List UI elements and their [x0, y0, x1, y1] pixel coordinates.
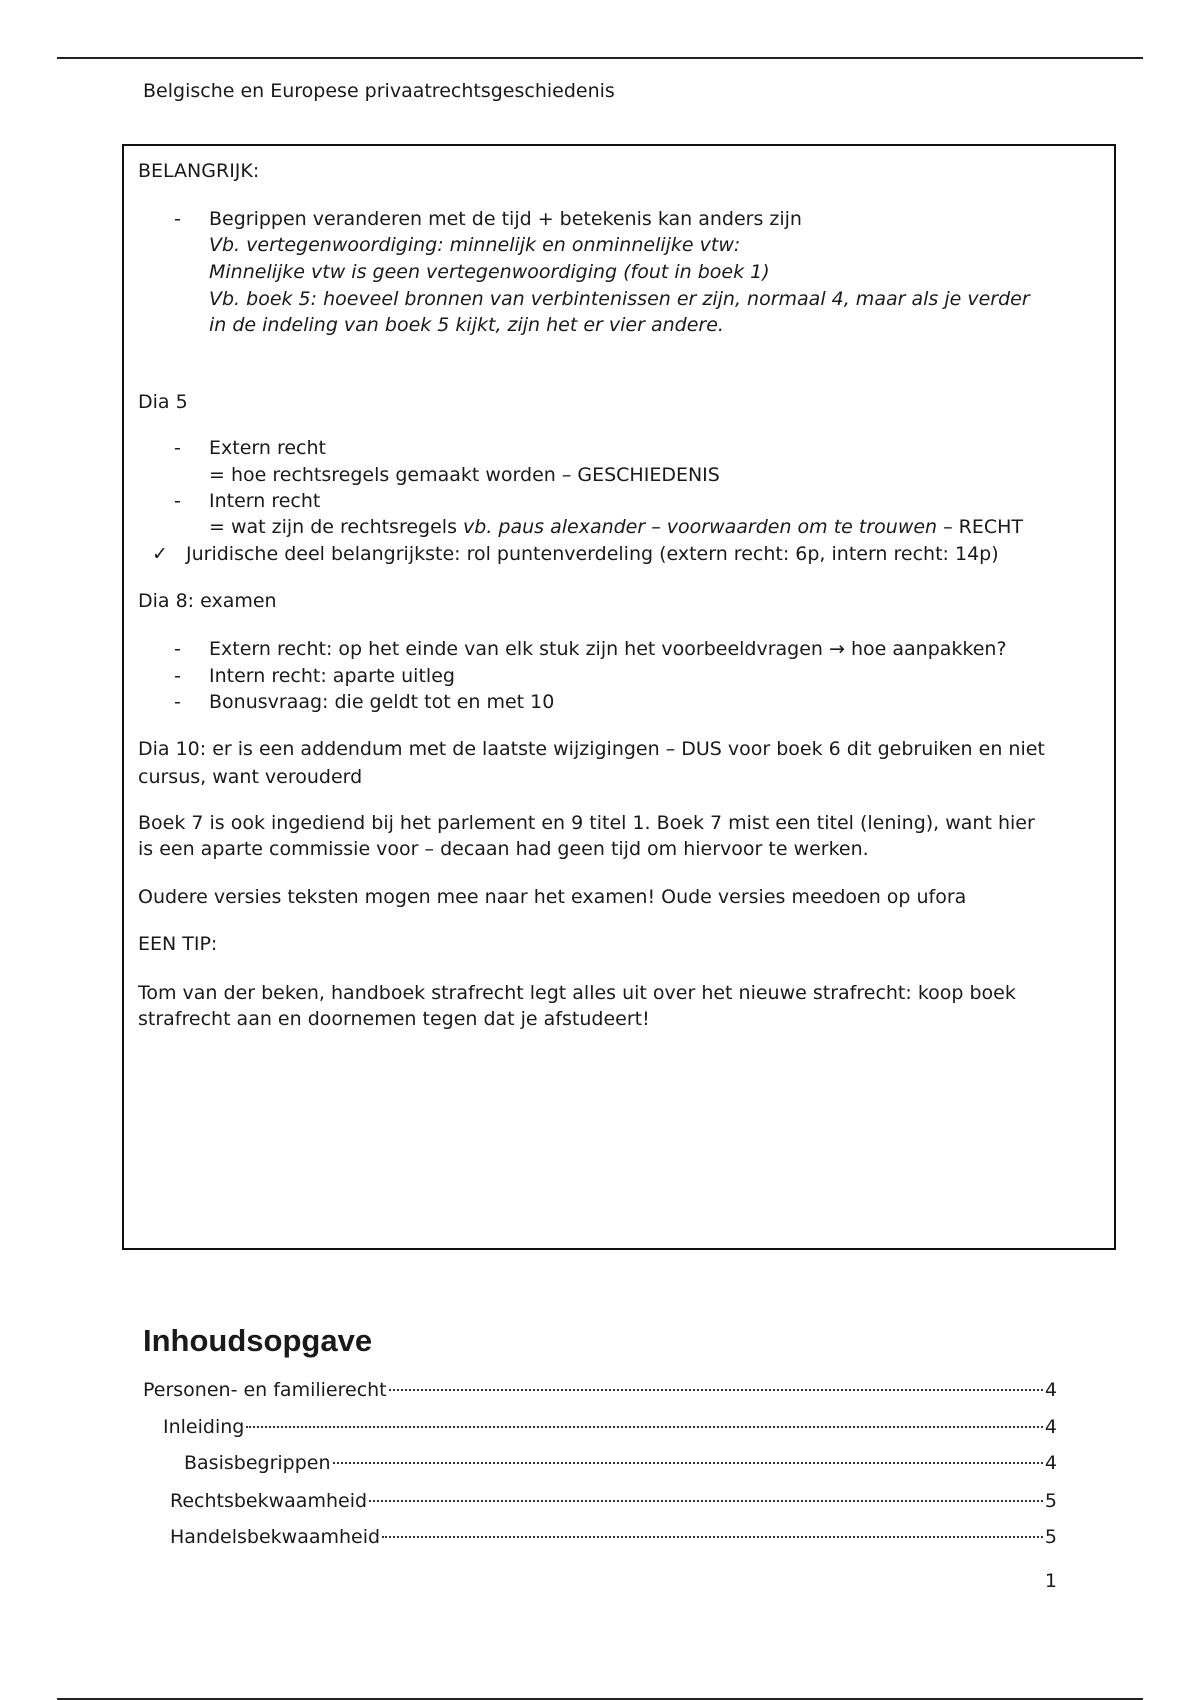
toc-entry-page: 4 — [1044, 1416, 1057, 1438]
toc-leader-dots — [246, 1426, 1043, 1428]
toc-entry[interactable] — [163, 1414, 1057, 1440]
dia8-point: Bonusvraag: die geldt tot en met 10 — [209, 691, 555, 713]
example-line: Vb. boek 5: hoeveel bronnen van verbintenissen er zijn, normaal 4, maar als je verder — [209, 288, 1030, 310]
toc-leader-dots — [333, 1462, 1043, 1464]
example-line: in de indeling van boek 5 kijkt, zijn het er vier andere. — [209, 314, 724, 336]
dia10-paragraph: cursus, want verouderd — [138, 766, 363, 788]
toc-entry-page: 4 — [1044, 1379, 1057, 1401]
toc-leader-dots — [369, 1500, 1043, 1502]
bullet-dash: - — [174, 691, 181, 713]
toc-leader-dots — [389, 1389, 1043, 1391]
toc-entry-page: 4 — [1044, 1452, 1057, 1474]
juridisch-line: Juridische deel belangrijkste: rol puntenverdeling (extern recht: 6p, intern recht: 14p) — [186, 543, 999, 565]
heading-belangrijk: BELANGRIJK: — [138, 160, 260, 182]
toc-entry-label: Inleiding — [163, 1416, 245, 1438]
tip-paragraph: Tom van der beken, handboek strafrecht legt alles uit over het nieuwe strafrecht: koop boek — [138, 982, 1016, 1004]
header-rule — [57, 57, 1143, 59]
toc-entry-page: 5 — [1044, 1490, 1057, 1512]
boek7-paragraph: is een aparte commissie voor – decaan had geen tijd om hiervoor te werken. — [138, 838, 869, 860]
bullet-dash: - — [174, 490, 181, 512]
extern-recht-definition: = hoe rechtsregels gemaakt worden – GESCHIEDENIS — [209, 464, 720, 486]
bullet-dash: - — [174, 665, 181, 687]
heading-dia8: Dia 8: examen — [138, 590, 277, 612]
dia8-point: Intern recht: aparte uitleg — [209, 665, 455, 687]
boek7-paragraph: Boek 7 is ook ingediend bij het parlement en 9 titel 1. Boek 7 mist een titel (lening), want hier — [138, 812, 1035, 834]
toc-leader-dots — [382, 1536, 1043, 1538]
bullet-dash: - — [174, 208, 181, 230]
bullet-dash: - — [174, 437, 181, 459]
belangrijk-point: Begrippen veranderen met de tijd + betekenis kan anders zijn — [209, 208, 802, 230]
intern-recht-definition: = wat zijn de rechtsregels vb. paus alexander – voorwaarden om te trouwen – RECHT — [209, 516, 1024, 538]
toc-entry-label: Handelsbekwaamheid — [170, 1526, 381, 1548]
heading-dia5: Dia 5 — [138, 391, 188, 413]
toc-title: Inhoudsopgave — [143, 1323, 373, 1358]
check-icon: ✓ — [152, 543, 168, 565]
page-number: 1 — [1044, 1570, 1057, 1592]
toc-entry-label: Personen- en familierecht — [143, 1379, 387, 1401]
example-line: Vb. vertegenwoordiging: minnelijk en onminnelijke vtw: — [209, 234, 741, 256]
oudere-versies-paragraph: Oudere versies teksten mogen mee naar het examen! Oude versies meedoen op ufora — [138, 886, 967, 908]
toc-entry[interactable] — [170, 1524, 1057, 1550]
toc-entry[interactable] — [143, 1377, 1057, 1403]
notes-box — [122, 144, 1116, 1250]
document-header-title: Belgische en Europese privaatrechtsgeschiedenis — [143, 80, 615, 102]
toc-entry[interactable] — [184, 1450, 1057, 1476]
dia10-paragraph: Dia 10: er is een addendum met de laatste wijzigingen – DUS voor boek 6 dit gebruiken en niet — [138, 738, 1045, 760]
toc-entry-label: Rechtsbekwaamheid — [170, 1490, 368, 1512]
example-line: Minnelijke vtw is geen vertegenwoordiging (fout in boek 1) — [209, 261, 770, 283]
toc-entry-page: 5 — [1044, 1526, 1057, 1548]
intern-recht: Intern recht — [209, 490, 321, 512]
dia8-point: Extern recht: op het einde van elk stuk zijn het voorbeeldvragen → hoe aanpakken? — [209, 638, 1007, 660]
heading-tip: EEN TIP: — [138, 933, 218, 955]
bullet-dash: - — [174, 638, 181, 660]
toc-entry[interactable] — [170, 1488, 1057, 1514]
extern-recht: Extern recht — [209, 437, 326, 459]
toc-entry-label: Basisbegrippen — [184, 1452, 331, 1474]
tip-paragraph: strafrecht aan en doornemen tegen dat je afstudeert! — [138, 1008, 650, 1030]
